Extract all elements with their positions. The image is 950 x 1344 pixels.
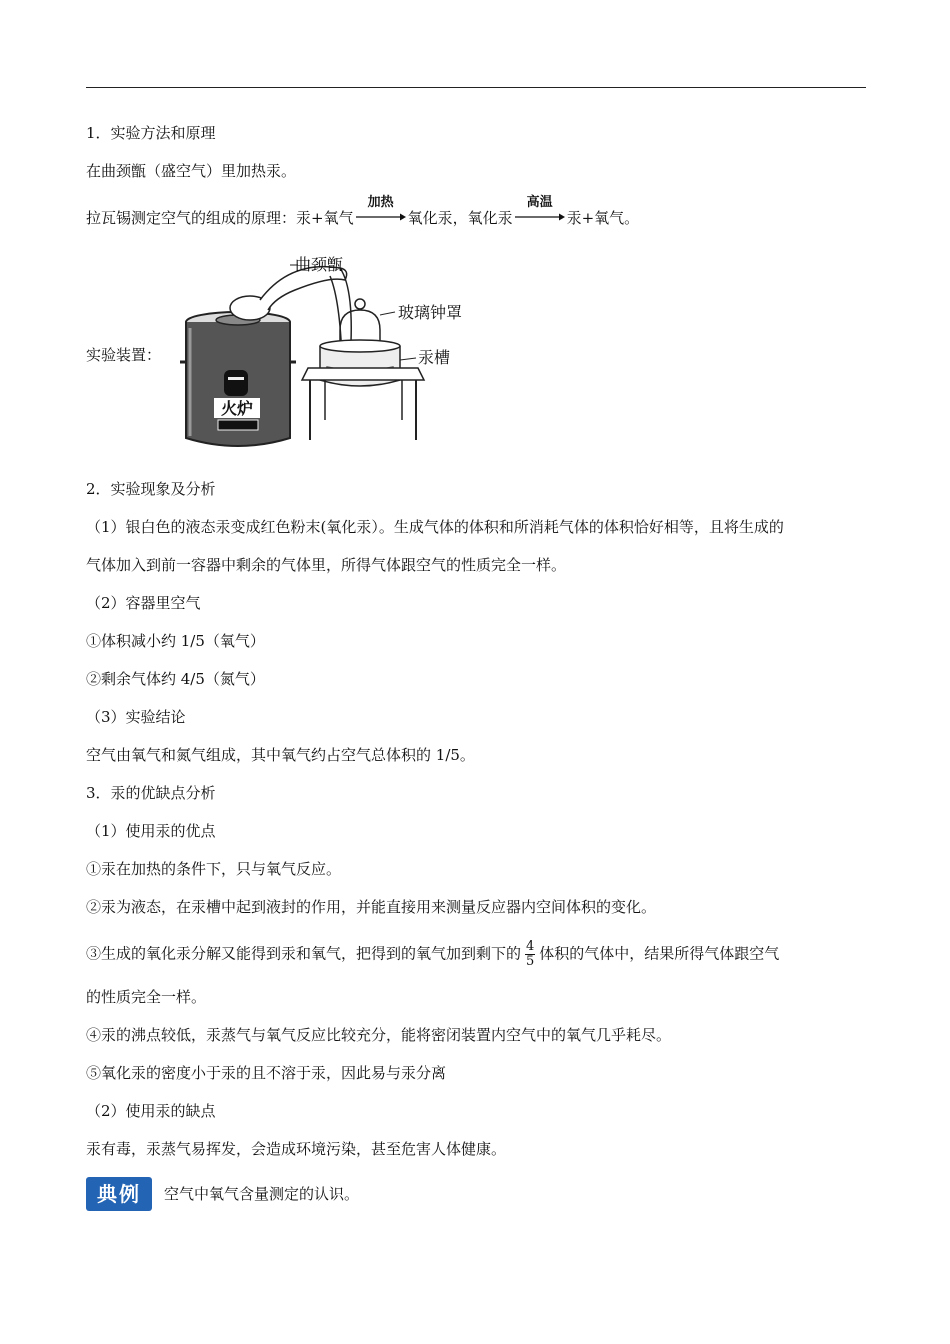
arrow-label-heat: 加热 [367,195,394,210]
subheading-conclusion: （3）实验结论 [86,708,186,726]
label-trough: 汞槽 [418,348,451,367]
advantage-3-part-a: ③生成的氧化汞分解又能得到汞和氧气，把得到的氧气加到剩下的 [86,944,522,963]
furnace [180,312,296,446]
para-heating: 在曲颈甑（盛空气）里加热汞。 [86,162,297,180]
example-title: 空气中氧气含量测定的认识。 [164,1185,360,1203]
advantage-4: ④汞的沸点较低，汞蒸气与氧气反应比较充分，能将密闭装置内空气中的氧气几乎耗尽。 [86,1026,672,1044]
label-bell-jar: 玻璃钟罩 [398,303,463,322]
apparatus-label: 实验装置： [86,346,162,364]
advantage-2: ②汞为液态，在汞槽中起到液封的作用，并能直接用来测量反应器内空间体积的变化。 [86,898,657,916]
section-1-heading: 1．实验方法和原理 [86,124,216,142]
example-badge: 典例 [86,1177,152,1211]
para-conclusion: 空气由氧气和氮气组成，其中氧气约占空气总体积的 1/5。 [86,746,475,764]
principle-part-b: 氧化汞，氧化汞 [407,209,513,227]
header-rule [86,87,866,88]
fraction-four-fifths [525,940,535,969]
reaction-arrow-high-temp [515,195,565,223]
para-phenomenon-1-cont: 气体加入到前一容器中剩余的气体里，所得气体跟空气的性质完全一样。 [86,556,567,574]
subheading-advantages: （1）使用汞的优点 [86,822,216,840]
stand [302,368,424,440]
section-2-heading: 2．实验现象及分析 [86,480,216,498]
disadvantage-text: 汞有毒，汞蒸气易挥发，会造成环境污染，甚至危害人体健康。 [86,1140,507,1158]
advantage-3-part-b: 体积的气体中，结果所得气体跟空气 [539,944,780,963]
principle-part-c: 汞+氧气。 [566,209,640,227]
item-remaining-gas: ②剩余气体约 4/5（氮气） [86,670,265,688]
item-volume-reduced: ①体积减小约 1/5（氧气） [86,632,265,650]
label-retort: 曲颈甑 [295,255,344,274]
fraction-denominator: 5 [526,954,535,969]
principle-part-a: 拉瓦锡测定空气的组成的原理：汞+氧气 [86,209,354,227]
reaction-arrow-heat [356,195,406,223]
fraction-numerator: 4 [526,939,535,954]
apparatus-figure [180,250,470,455]
advantage-3-cont: 的性质完全一样。 [86,988,207,1006]
subheading-disadvantages: （2）使用汞的缺点 [86,1102,216,1120]
section-3-heading: 3．汞的优缺点分析 [86,784,216,802]
furnace-label: 火炉 [220,399,254,418]
arrow-label-high-temp: 高温 [526,195,553,210]
advantage-1: ①汞在加热的条件下，只与氧气反应。 [86,860,342,878]
para-principle [86,195,640,228]
advantage-3 [86,940,779,969]
subheading-container-air: （2）容器里空气 [86,594,201,612]
advantage-5: ⑤氧化汞的密度小于汞的且不溶于汞，因此易与汞分离 [86,1064,447,1082]
para-phenomenon-1: （1）银白色的液态汞变成红色粉末(氧化汞）。生成气体的体积和所消耗气体的体积恰好相等，且将生成的 [86,518,784,536]
